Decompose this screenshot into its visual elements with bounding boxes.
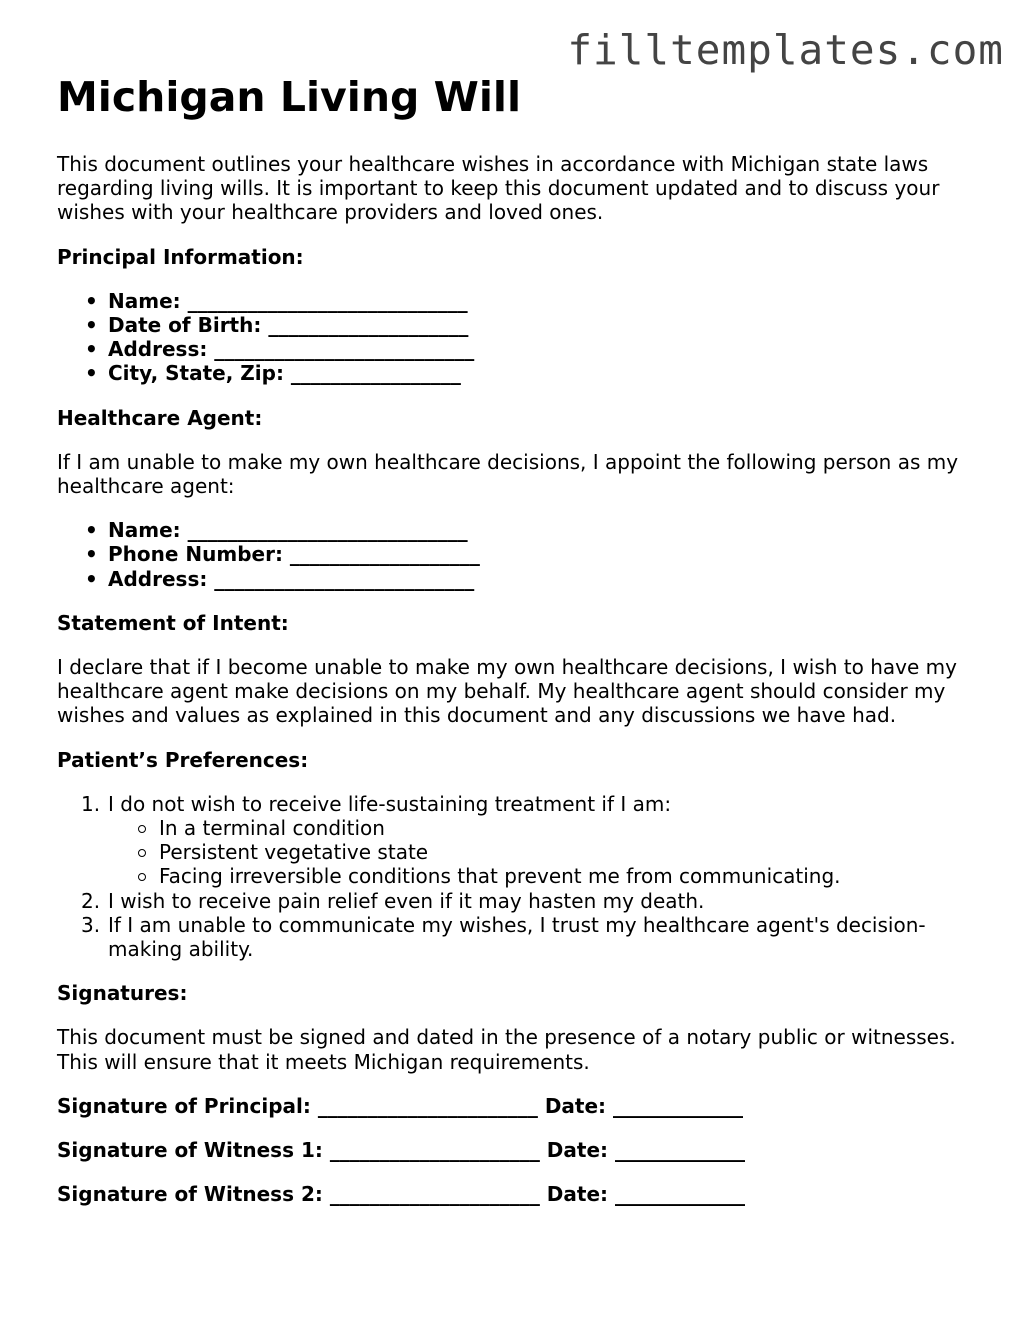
agent-fields [57,518,987,591]
principal-city-state-zip-field[interactable]: • City, State, Zip: _________________ [108,361,987,385]
signatures-paragraph: This document must be signed and dated in the presence of a notary public or witnesses. This will ensure that it meets Michigan requirements. [57,1025,956,1074]
signatures-heading: Signatures: [57,981,188,1006]
principal-name-field[interactable]: • Name: ____________________________ [108,289,987,313]
principal-signature-line[interactable]: Signature of Principal: ______________________ Date: _____________ [57,1093,744,1118]
witness-1-signature-line[interactable]: Signature of Witness 1: _____________________ Date: _____________ [57,1138,745,1163]
intent-heading: Statement of Intent: [57,610,289,635]
preference-subitem: Facing irreversible conditions that prevent me from communicating. [159,864,987,888]
watermark: filltemplates.com [567,26,1004,74]
preferences-heading: Patient’s Preferences: [57,747,309,772]
preferences-list [57,792,987,961]
preference-subitem: Persistent vegetative state [159,840,987,864]
principal-fields [57,289,987,386]
document-title: Michigan Living Will [57,73,522,121]
intent-paragraph: I declare that if I become unable to make my own healthcare decisions, I wish to have my healthcare agent make decisions on my behalf. My healthcare agent should consider my wishes and values as explained in this document and any discussions we have had. [57,655,957,728]
preference-text: I wish to receive pain relief even if it may hasten my death. [108,888,705,913]
agent-name-field[interactable]: • Name: ____________________________ [108,518,987,542]
witness-2-signature-line[interactable]: Signature of Witness 2: _____________________ Date: _____________ [57,1182,745,1207]
preference-item [108,913,987,961]
preference-item [108,889,987,913]
intro-paragraph: This document outlines your healthcare wishes in accordance with Michigan state laws regarding living wills. It is important to keep this document updated and to discuss your wishes with your healthcare providers and loved ones. [57,152,940,225]
document-page [57,72,987,1227]
agent-address-field[interactable]: • Address: __________________________ [108,567,987,591]
preference-item [108,792,987,889]
preference-subitem: In a terminal condition [159,816,987,840]
agent-paragraph: If I am unable to make my own healthcare decisions, I appoint the following person as my healthcare agent: [57,449,959,499]
preference-text: If I am unable to communicate my wishes, I trust my healthcare agent's decision-making ability. [108,912,926,962]
agent-phone-field[interactable]: • Phone Number: ___________________ [108,542,987,566]
agent-heading: Healthcare Agent: [57,405,263,430]
preference-sublist [108,816,987,889]
principal-dob-field[interactable]: • Date of Birth: ____________________ [108,313,987,337]
preference-text: I do not wish to receive life-sustaining treatment if I am: [108,791,672,816]
principal-address-field[interactable]: • Address: __________________________ [108,337,987,361]
principal-heading: Principal Information: [57,244,304,269]
